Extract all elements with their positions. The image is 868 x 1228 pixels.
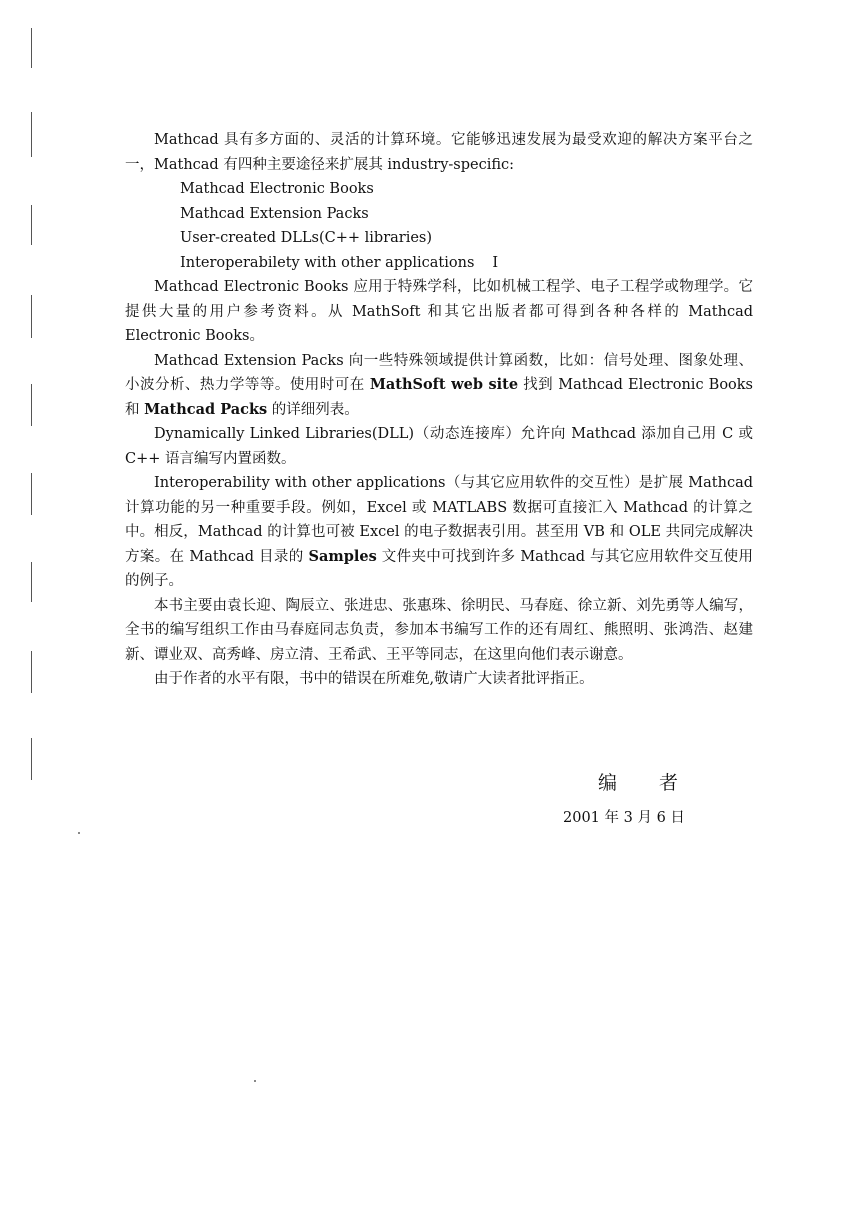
list-item: Mathcad Extension Packs [180,205,369,222]
bold-run: Samples [308,547,377,565]
extension-list [125,177,753,275]
scan-margin-mark [31,384,32,426]
stray-mark: I [492,254,499,271]
text-run: 文件夹中可找到许多 Mathcad 与其它应用软件交互使用的例子。 [125,548,753,589]
dll-paragraph: Dynamically Linked Libraries(DLL)（动态连接库）允许向 Mathcad 添加自己用 C 或 C++ 语言编写内置函数。 [125,426,753,467]
scan-margin-mark [31,28,32,68]
scan-margin-mark [31,205,32,245]
scan-margin-mark [31,562,32,602]
scan-margin-mark [31,738,32,780]
scan-margin-mark [31,112,32,157]
closing-paragraph: 由于作者的水平有限，书中的错误在所难免,敬请广大读者批评指正。 [154,671,594,687]
document-body [125,128,753,692]
text-run: Interoperability with other applications（与其它应用软件的交互性）是扩展 Mathcad 计算功能的另一种重要手段。例如，Excel 或 MATLABS 数据可直接汇入 Mathcad 的计算之中。相反，Mathcad 的计算也可被 Excel 的电子数据表引用。甚至用 VB 和 OLE 共同完成解决方案。在 Mathcad 目录的 [125,475,753,565]
bold-run: Mathcad Packs [144,400,268,418]
scan-margin-mark [31,295,32,338]
electronic-books-paragraph: Mathcad Electronic Books 应用于特殊学科，比如机械工程学、电子工程学或物理学。它提供大量的用户参考资料。从 MathSoft 和其它出版者都可得到各种各样的 Mathcad Electronic Books。 [125,279,753,344]
intro-paragraph: Mathcad 具有多方面的、灵活的计算环境。它能够迅速发展为最受欢迎的解决方案平台之一，Mathcad 有四种主要途径来扩展其 industry-specific: [125,132,753,173]
date: 2001 年 3 月 6 日 [563,810,685,826]
extension-packs-paragraph [125,349,753,423]
scan-margin-mark [31,651,32,693]
list-item-text: Interoperabilety with other applications [180,254,475,271]
interop-paragraph [125,471,753,594]
text-run: 找到 Mathcad Electronic Books 和 [125,377,754,418]
text-run: Mathcad Extension Packs 向一些特殊领域提供计算函数，比如：信号处理、图象处理、小波分析、热力学等等。使用时可在 [125,352,753,393]
scan-margin-mark [31,473,32,515]
list-item: User-created DLLs(C++ libraries) [180,230,433,246]
bold-run: MathSoft web site [369,376,519,393]
authors-paragraph: 本书主要由袁长迎、陶辰立、张进忠、张惠珠、徐明民、马春庭、徐立新、刘先勇等人编写，全书的编写组织工作由马春庭同志负责，参加本书编写工作的还有周红、熊照明、张鸿浩、赵建新、谭业双、高秀峰、房立清、王希武、王平等同志，在这里向他们表示谢意。 [125,597,753,663]
signature: 编 者 [598,772,697,794]
text-run: 的详细列表。 [267,401,359,418]
list-item [125,251,753,276]
scan-speck [254,1080,256,1082]
scan-speck [78,832,80,834]
list-item: Mathcad Electronic Books [180,181,374,197]
